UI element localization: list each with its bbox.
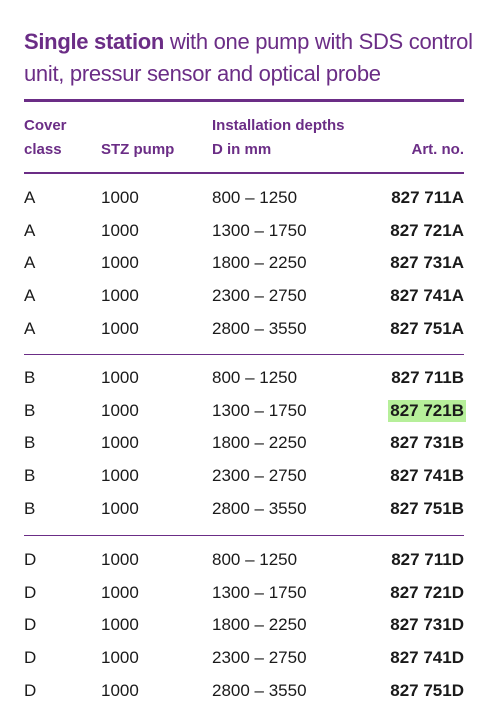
header-divider: [24, 172, 464, 174]
art-no-cell: 827 751B: [390, 498, 464, 518]
table-row: [0, 493, 490, 526]
stz-pump-cell: 1000: [101, 368, 139, 387]
installation-depth-cell: 2800 – 3550: [212, 318, 307, 338]
stz-pump-cell: 1000: [101, 220, 139, 240]
art-no-cell: 827 751A: [390, 318, 464, 338]
header-cover-class: [24, 114, 67, 162]
cover-class-cell: D: [24, 680, 37, 700]
cover-class-cell: B: [24, 433, 36, 453]
table-row: [0, 215, 490, 248]
stz-pump-cell: 1000: [101, 615, 139, 635]
stz-pump-cell: 1000: [101, 582, 139, 602]
stz-pump-cell: 1000: [101, 550, 139, 569]
header-depth-line1: Installation depths: [212, 117, 345, 134]
art-no-cell: 827 721D: [390, 582, 464, 602]
art-no-cell: 827 731D: [390, 615, 464, 635]
art-no-cell: 827 721B: [390, 400, 464, 420]
stz-pump-cell: 1000: [101, 648, 139, 668]
table-row: [0, 642, 490, 675]
header-depth-line2: D in mm: [212, 141, 272, 158]
art-no-cell: 827 711D: [391, 550, 464, 569]
installation-depth-cell: 1800 – 2250: [212, 433, 307, 453]
header-installation-depths: [212, 114, 345, 162]
stz-pump-cell: 1000: [101, 433, 139, 453]
cover-class-cell: B: [24, 466, 36, 486]
installation-depth-cell: 800 – 1250: [212, 550, 298, 569]
stz-pump-cell: 1000: [101, 286, 139, 306]
table-row: [0, 313, 490, 346]
art-no-cell: 827 731B: [390, 433, 464, 453]
header-stz-pump: STZ pump: [101, 141, 175, 158]
header-art-no: Art. no.: [411, 141, 464, 158]
art-no-cell: 827 741B: [390, 466, 464, 486]
stz-pump-cell: 1000: [101, 253, 139, 273]
cover-class-cell: A: [24, 253, 36, 273]
installation-depth-cell: 2800 – 3550: [212, 498, 307, 518]
stz-pump-cell: 1000: [101, 680, 139, 700]
installation-depth-cell: 800 – 1250: [212, 188, 298, 207]
table-row: [0, 460, 490, 493]
table-row: [0, 675, 490, 708]
table-row: [0, 544, 490, 577]
table-row: [0, 182, 490, 215]
art-no-cell: 827 741D: [390, 648, 464, 668]
table-row: [0, 362, 490, 395]
table-row: [0, 247, 490, 280]
header-cover-line1: Cover: [24, 117, 67, 134]
installation-depth-cell: 1300 – 1750: [212, 582, 307, 602]
art-no-cell: 827 751D: [390, 680, 464, 700]
installation-depth-cell: 800 – 1250: [212, 368, 298, 387]
stz-pump-cell: 1000: [101, 188, 139, 207]
installation-depth-cell: 2300 – 2750: [212, 648, 307, 668]
stz-pump-cell: 1000: [101, 400, 139, 420]
group-divider: [24, 354, 464, 355]
cover-class-cell: A: [24, 188, 36, 207]
header-cover-line2: class: [24, 141, 62, 158]
cover-class-cell: D: [24, 615, 37, 635]
art-no-cell: 827 721A: [390, 220, 464, 240]
stz-pump-cell: 1000: [101, 498, 139, 518]
cover-class-cell: D: [24, 582, 37, 602]
cover-class-cell: B: [24, 368, 36, 387]
cover-class-cell: A: [24, 318, 36, 338]
cover-class-cell: B: [24, 400, 36, 420]
cover-class-cell: B: [24, 498, 36, 518]
cover-class-cell: A: [24, 220, 36, 240]
row-group: [0, 544, 490, 707]
installation-depth-cell: 1300 – 1750: [212, 220, 307, 240]
group-divider: [24, 535, 464, 536]
row-group: [0, 182, 490, 345]
table-row: [0, 427, 490, 460]
art-no-cell: 827 741A: [390, 286, 464, 306]
cover-class-cell: D: [24, 550, 37, 569]
art-no-cell: 827 731A: [390, 253, 464, 273]
table-row: [0, 609, 490, 642]
cover-class-cell: A: [24, 286, 36, 306]
table-row: [0, 577, 490, 610]
stz-pump-cell: 1000: [101, 466, 139, 486]
page-title: [24, 26, 474, 90]
installation-depth-cell: 1300 – 1750: [212, 400, 307, 420]
row-group: [0, 362, 490, 525]
installation-depth-cell: 1800 – 2250: [212, 615, 307, 635]
title-divider: [24, 99, 464, 102]
installation-depth-cell: 2300 – 2750: [212, 466, 307, 486]
table-row: [0, 280, 490, 313]
art-no-cell: 827 711A: [391, 188, 464, 207]
title-rest: with one pump with SDS control unit, pressur sensor and optical probe: [24, 29, 473, 86]
installation-depth-cell: 2300 – 2750: [212, 286, 307, 306]
art-no-cell: 827 711B: [391, 368, 464, 387]
installation-depth-cell: 2800 – 3550: [212, 680, 307, 700]
title-bold: Single station: [24, 29, 165, 54]
installation-depth-cell: 1800 – 2250: [212, 253, 307, 273]
stz-pump-cell: 1000: [101, 318, 139, 338]
cover-class-cell: D: [24, 648, 37, 668]
table-row: [0, 395, 490, 428]
